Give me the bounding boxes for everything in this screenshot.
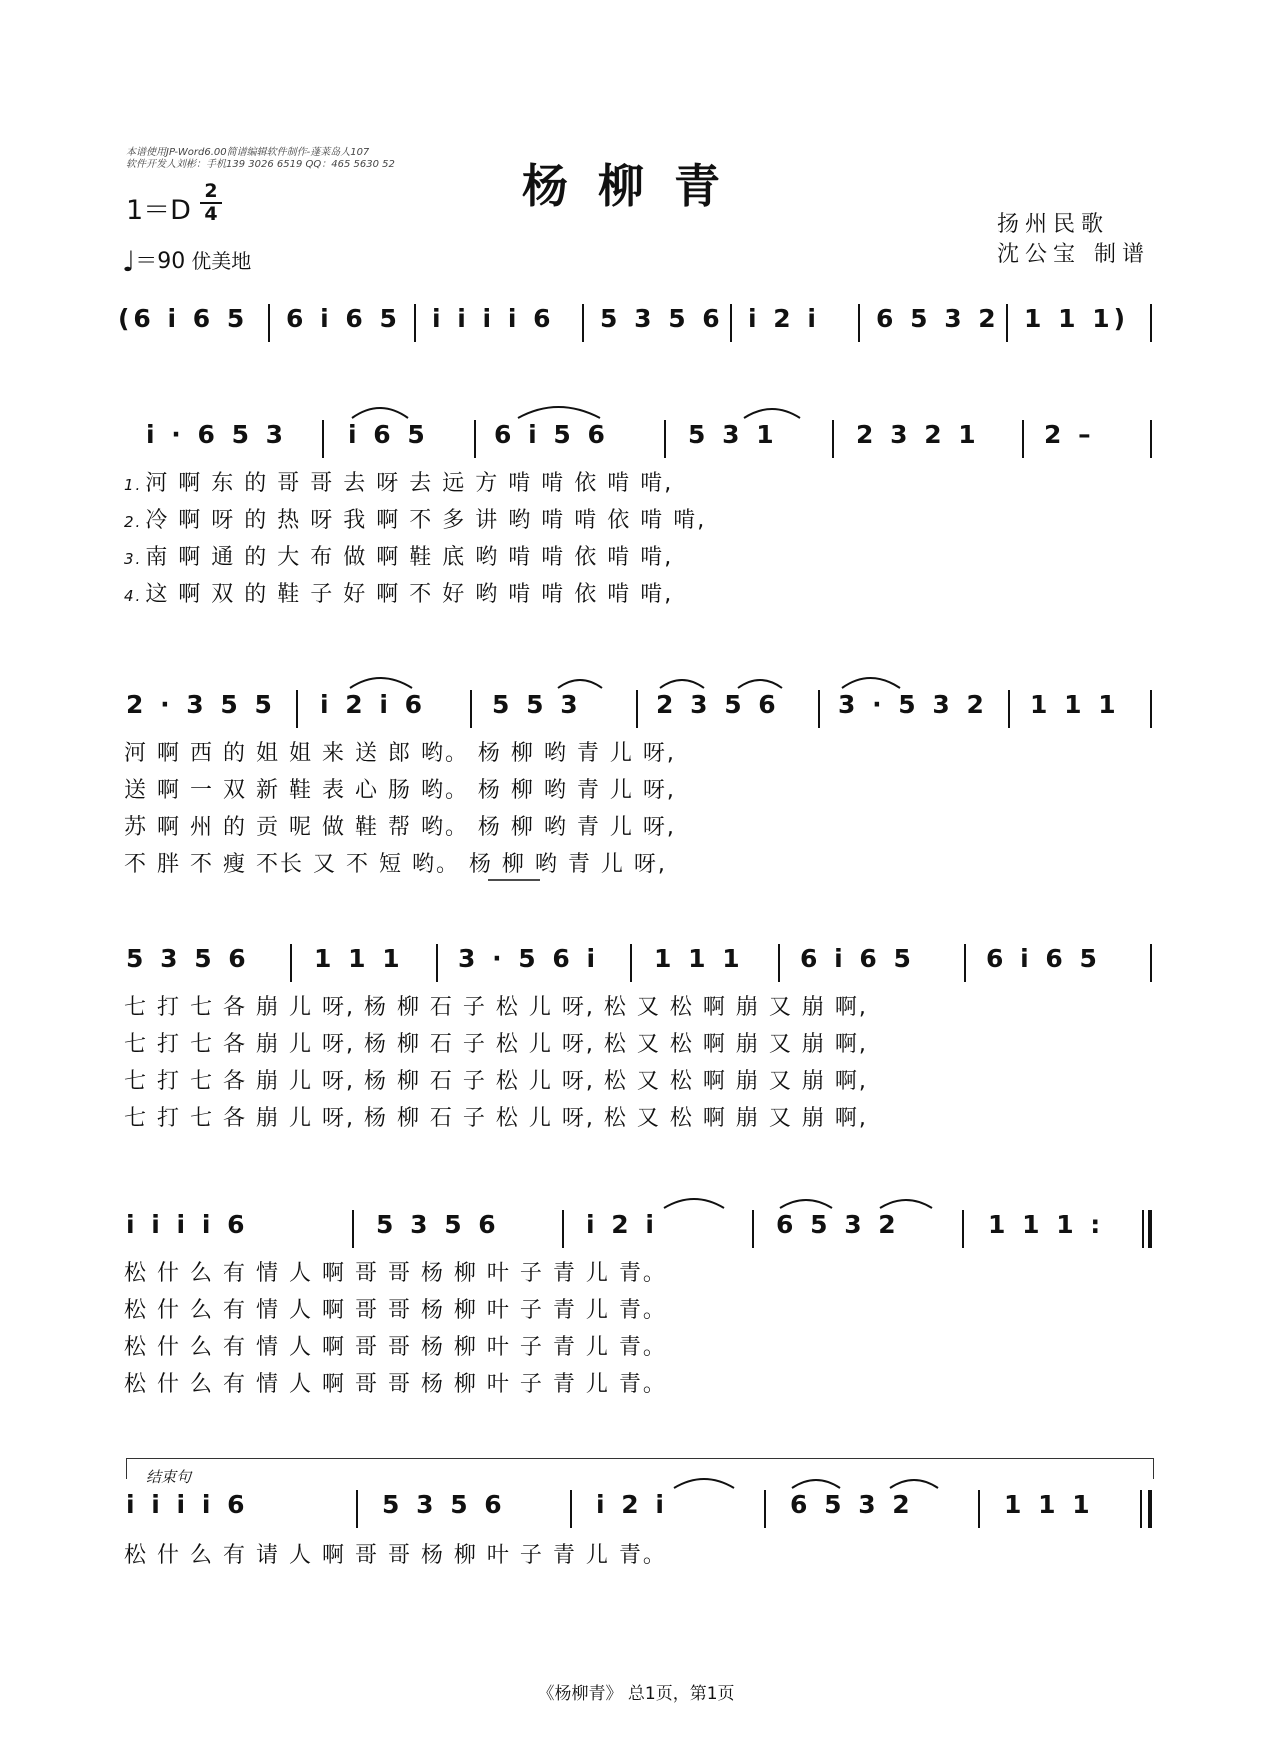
- barline: [636, 690, 638, 728]
- song-title: 杨柳青: [522, 159, 750, 213]
- lyric-line: 松 什 么 有 情 人 啊 哥 哥 杨 柳 叶 子 青 儿 青。: [124, 1335, 667, 1360]
- measure: 1 1 1): [1024, 304, 1130, 333]
- barline: [470, 690, 472, 728]
- barline: [352, 1210, 354, 1248]
- slur: [352, 408, 408, 418]
- barline: [1008, 690, 1010, 728]
- barline: [1150, 690, 1152, 728]
- lyric-line: 河 啊 西 的 姐 姐 来 送 郎 哟。 杨 柳 哟 青 儿 呀,: [124, 741, 676, 766]
- credits: 扬州民歌 沈公宝 制谱: [997, 212, 1150, 267]
- software-note: 本谱使用JP-Word6.00简谱编辑软件制作-蓬莱岛人107 软件开发人刘彬：手机139 3026 6519 QQ：465 5630 52: [126, 147, 395, 170]
- measure: 6 i 6 5: [986, 944, 1101, 973]
- measure: 1 1 1: [1004, 1490, 1094, 1519]
- measure: 6 i 5 6: [494, 420, 609, 449]
- slur: [674, 1479, 734, 1488]
- barline: [1150, 304, 1152, 342]
- lyric-line: 七 打 七 各 崩 儿 呀, 杨 柳 石 子 松 儿 呀, 松 又 松 啊 崩 又 崩 啊,: [124, 1069, 868, 1094]
- barline: [832, 420, 834, 458]
- lyric-line: 4. 这 啊 双 的 鞋 子 好 啊 不 好 哟 啃 啃 依 啃 啃,: [124, 582, 674, 607]
- slur: [350, 678, 412, 688]
- slur: [738, 680, 782, 688]
- tempo-marking: ♩＝90 优美地: [122, 245, 252, 278]
- lyric-line: 七 打 七 各 崩 儿 呀, 杨 柳 石 子 松 儿 呀, 松 又 松 啊 崩 又 崩 啊,: [124, 1106, 868, 1131]
- lyric-line: 3. 南 啊 通 的 大 布 做 啊 鞋 底 哟 啃 啃 依 啃 啃,: [124, 545, 674, 570]
- measure: 5 3 5 6: [600, 304, 724, 333]
- measure: 5 3 1: [688, 420, 778, 449]
- lyric-line: 1. 河 啊 东 的 哥 哥 去 呀 去 远 方 啃 啃 依 啃 啃,: [124, 471, 674, 496]
- barline: [290, 944, 292, 982]
- slur: [880, 1200, 932, 1208]
- slur: [518, 407, 600, 418]
- measure: 5 3 5 6: [376, 1210, 500, 1239]
- lyric-line: 松 什 么 有 请 人 啊 哥 哥 杨 柳 叶 子 青 儿 青。: [124, 1543, 667, 1568]
- measure: i i i i 6: [126, 1210, 249, 1239]
- barline: [1140, 1490, 1142, 1528]
- barline: [664, 420, 666, 458]
- measure: i i i i 6: [432, 304, 555, 333]
- barline: [582, 304, 584, 342]
- slur: [842, 678, 900, 688]
- measure: i 2 i: [748, 304, 820, 333]
- measure: i 6 5: [348, 420, 429, 449]
- slur: [558, 680, 602, 688]
- measure: 6 5 3 2: [876, 304, 1000, 333]
- slur: [890, 1480, 938, 1488]
- measure: i 2 i: [596, 1490, 668, 1519]
- barline: [1142, 1210, 1144, 1248]
- barline: [1022, 420, 1024, 458]
- barline: [296, 690, 298, 728]
- barline: [474, 420, 476, 458]
- lyric-line: 松 什 么 有 情 人 啊 哥 哥 杨 柳 叶 子 青 儿 青。: [124, 1298, 667, 1323]
- lyric-line: 不 胖 不 瘦 不长 又 不 短 哟。 杨 柳 哟 青 儿 呀,: [124, 852, 667, 877]
- slur: [744, 409, 800, 418]
- measure: 5 3 5 6: [126, 944, 250, 973]
- barline: [570, 1490, 572, 1528]
- slur: [660, 680, 704, 688]
- barline: [562, 1210, 564, 1248]
- measure: i · 6 5 3: [146, 420, 288, 449]
- repeat-barline: [1148, 1210, 1152, 1248]
- final-barline: [1148, 1490, 1152, 1528]
- measure: 2 3 2 1: [856, 420, 980, 449]
- measure: 3 · 5 6 i: [458, 944, 600, 973]
- time-signature: 2 4: [200, 182, 222, 224]
- measure: 1 1 1 :: [988, 1210, 1105, 1239]
- measure: 5 3 5 6: [382, 1490, 506, 1519]
- measure: 6 i 6 5: [286, 304, 401, 333]
- barline: [778, 944, 780, 982]
- lyric-line: 松 什 么 有 情 人 啊 哥 哥 杨 柳 叶 子 青 儿 青。: [124, 1372, 667, 1397]
- slur: [664, 1199, 724, 1208]
- barline: [978, 1490, 980, 1528]
- barline: [268, 304, 270, 342]
- barline: [1150, 420, 1152, 458]
- ending-label: 结束句: [146, 1468, 192, 1486]
- lyric-line: 七 打 七 各 崩 儿 呀, 杨 柳 石 子 松 儿 呀, 松 又 松 啊 崩 又 崩 啊,: [124, 995, 868, 1020]
- slur: [780, 1200, 832, 1208]
- barline: [962, 1210, 964, 1248]
- barline: [1150, 944, 1152, 982]
- measure: i 2 i: [586, 1210, 658, 1239]
- measure: 2 · 3 5 5: [126, 690, 276, 719]
- quarter-note-icon: ♩: [122, 245, 136, 278]
- barline: [630, 944, 632, 982]
- measure: 6 i 6 5: [800, 944, 915, 973]
- barline: [322, 420, 324, 458]
- barline: [356, 1490, 358, 1528]
- barline: [1006, 304, 1008, 342]
- lyric-line: 松 什 么 有 情 人 啊 哥 哥 杨 柳 叶 子 青 儿 青。: [124, 1261, 667, 1286]
- measure: i i i i 6: [126, 1490, 249, 1519]
- measure: 6 5 3 2: [776, 1210, 900, 1239]
- barline: [964, 944, 966, 982]
- measure: 2 –: [1044, 420, 1095, 449]
- measure: 5 5 3: [492, 690, 582, 719]
- barline: [858, 304, 860, 342]
- barline: [764, 1490, 766, 1528]
- barline: [436, 944, 438, 982]
- lyric-line: 苏 啊 州 的 贡 呢 做 鞋 帮 哟。 杨 柳 哟 青 儿 呀,: [124, 815, 676, 840]
- measure: 2 3 5 6: [656, 690, 780, 719]
- lyric-line: 2. 冷 啊 呀 的 热 呀 我 啊 不 多 讲 哟 啃 啃 依 啃 啃,: [124, 508, 707, 533]
- measure: i 2 i 6: [320, 690, 427, 719]
- slur: [792, 1480, 840, 1488]
- lyric-line: 七 打 七 各 崩 儿 呀, 杨 柳 石 子 松 儿 呀, 松 又 松 啊 崩 又 崩 啊,: [124, 1032, 868, 1057]
- barline: [730, 304, 732, 342]
- lyric-line: 送 啊 一 双 新 鞋 表 心 肠 哟。 杨 柳 哟 青 儿 呀,: [124, 778, 676, 803]
- key-signature: 1＝D: [126, 195, 191, 226]
- page-footer: 《杨柳青》 总1页，第1页: [537, 1684, 735, 1704]
- measure: 6 5 3 2: [790, 1490, 914, 1519]
- measure: 1 1 1: [1030, 690, 1120, 719]
- barline: [414, 304, 416, 342]
- barline: [818, 690, 820, 728]
- barline: [752, 1210, 754, 1248]
- ending-bracket: [126, 1458, 1154, 1479]
- measure: 3 · 5 3 2: [838, 690, 988, 719]
- measure: (6 i 6 5: [118, 304, 249, 333]
- measure: 1 1 1: [314, 944, 404, 973]
- measure: 1 1 1: [654, 944, 744, 973]
